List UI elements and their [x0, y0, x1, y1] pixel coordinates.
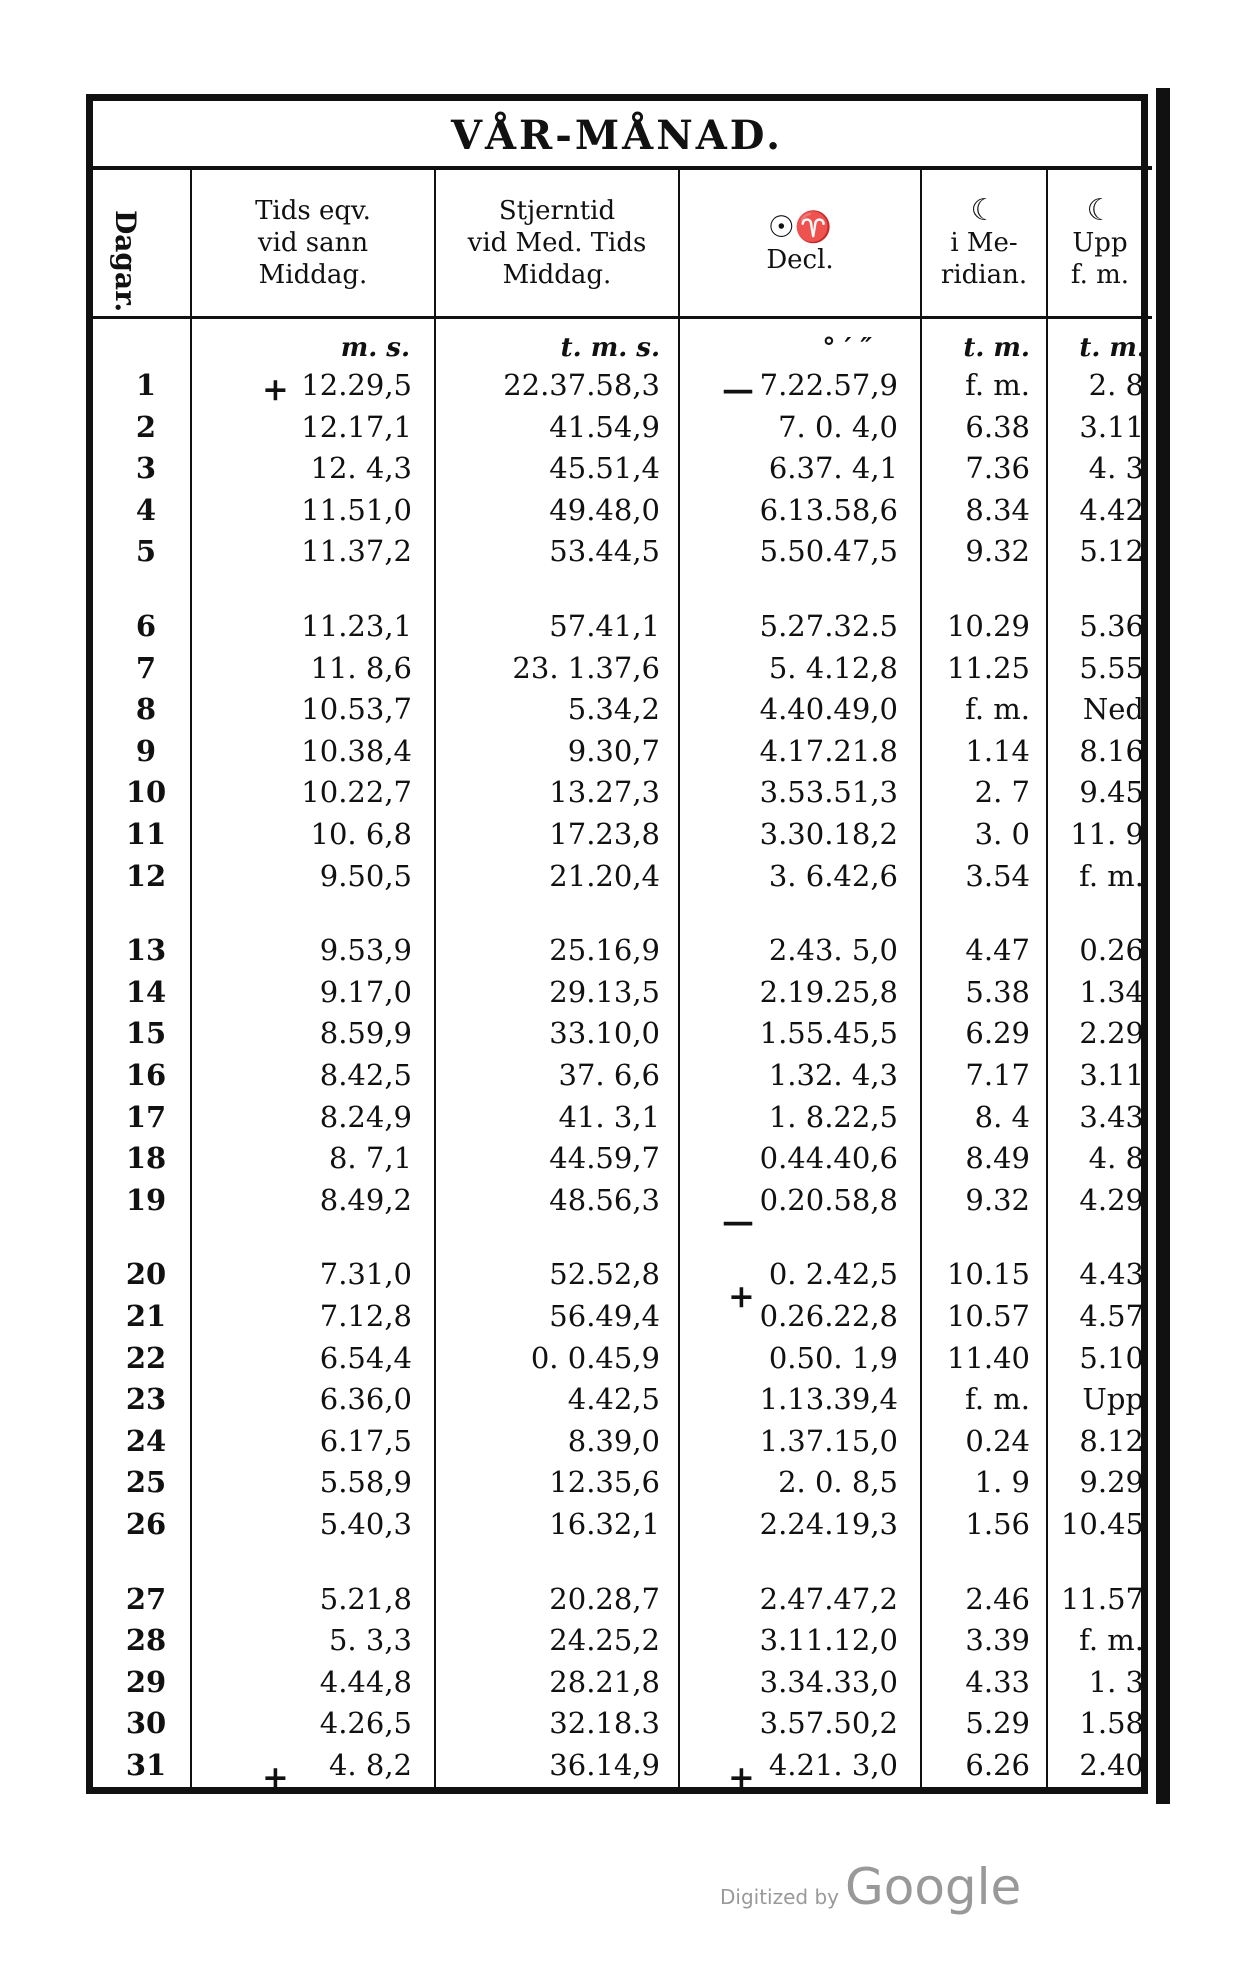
- table-cell-eqv: 9.17,0: [319, 974, 412, 1009]
- day-number: 31: [125, 1748, 167, 1782]
- table-cell-eqv: 6.36,0: [319, 1382, 412, 1417]
- table-cell-mer: 4.33: [965, 1664, 1030, 1699]
- table-cell-decl: 3.34.33,0: [759, 1664, 898, 1699]
- header-decl: [680, 212, 920, 276]
- column-divider: [920, 170, 922, 1794]
- table-cell-upp: 10.45: [1060, 1507, 1144, 1541]
- day-number: 21: [125, 1299, 167, 1333]
- table-cell-mer: 10.57: [946, 1299, 1030, 1333]
- table-cell-decl: 7.22.57,9: [759, 368, 898, 402]
- table-cell-mer: f. m.: [965, 368, 1030, 402]
- table-cell-sid: 20.28,7: [549, 1581, 660, 1616]
- header-tids-eqv: [192, 195, 434, 291]
- table-cell-upp: 1.58: [1079, 1706, 1144, 1741]
- table-cell-decl: 5. 4.12,8: [768, 650, 898, 685]
- table-cell-mer: 8.34: [965, 492, 1030, 527]
- table-cell-sid: 23. 1.37,6: [512, 650, 660, 685]
- table-cell-decl: 3.57.50,2: [759, 1706, 898, 1741]
- column-divider: [678, 170, 680, 1794]
- header-meridian: [922, 195, 1046, 291]
- table-cell-decl: 0. 2.42,5: [768, 1257, 898, 1292]
- table-cell-decl: 1.32. 4,3: [768, 1058, 898, 1092]
- page-title: VÅR-MÅNAD.: [450, 112, 783, 159]
- table-cell-decl: 2. 0. 8,5: [778, 1465, 898, 1500]
- table-cell-mer: 8.49: [965, 1141, 1030, 1176]
- table-cell-eqv: 11.37,2: [301, 534, 412, 569]
- unit-label: ° ′ ″: [822, 333, 872, 363]
- table-cell-decl: 5.27.32.5: [759, 609, 898, 643]
- day-number: 18: [125, 1141, 167, 1176]
- table-cell-mer: 6.38: [965, 409, 1030, 444]
- column-divider: [1046, 170, 1048, 1794]
- table-cell-eqv: 8.24,9: [319, 1099, 412, 1134]
- header-divider: [86, 316, 1152, 319]
- table-cell-eqv: 8.49,2: [319, 1182, 412, 1217]
- day-number: 16: [125, 1058, 167, 1092]
- table-cell-decl: 1.37.15,0: [759, 1423, 898, 1458]
- table-cell-sid: 52.52,8: [549, 1257, 660, 1292]
- table-cell-eqv: 7.12,8: [319, 1299, 412, 1333]
- table-cell-decl: 3. 6.42,6: [768, 858, 898, 893]
- table-cell-eqv: 4.26,5: [319, 1706, 412, 1741]
- day-number: 28: [125, 1623, 167, 1658]
- table-cell-upp: 11.57: [1060, 1581, 1144, 1616]
- unit-label: t. m. s.: [560, 333, 660, 363]
- table-cell-upp: 8.16: [1079, 733, 1144, 768]
- table-cell-upp: Upp: [1082, 1382, 1144, 1417]
- table-cell-mer: 5.38: [965, 974, 1030, 1009]
- table-cell-sid: 8.39,0: [567, 1423, 660, 1458]
- day-number: 22: [125, 1340, 167, 1375]
- table-cell-mer: 10.15: [946, 1257, 1030, 1292]
- header-line: Middag.: [502, 260, 612, 290]
- table-cell-decl: 2.47.47,2: [759, 1581, 898, 1616]
- day-number: 11: [125, 817, 167, 851]
- day-number: 25: [125, 1465, 167, 1500]
- table-cell-sid: 4.42,5: [567, 1382, 660, 1417]
- day-number: 1: [135, 368, 157, 402]
- table-cell-eqv: 11.23,1: [301, 609, 412, 643]
- table-cell-sid: 56.49,4: [549, 1299, 660, 1333]
- table-cell-sid: 41. 3,1: [558, 1099, 660, 1134]
- table-cell-eqv: 6.17,5: [319, 1423, 412, 1458]
- table-cell-upp: 2.40: [1079, 1748, 1144, 1782]
- table-cell-mer: 7.36: [965, 451, 1030, 486]
- table-cell-upp: 2. 8: [1088, 368, 1144, 402]
- table-cell-eqv: 12. 4,3: [310, 451, 412, 486]
- table-cell-eqv: 8.59,9: [319, 1016, 412, 1051]
- table-cell-decl: 4.40.49,0: [759, 692, 898, 727]
- table-cell-eqv: 12.29,5: [301, 368, 412, 402]
- plus-sign: +: [262, 370, 289, 408]
- table-cell-upp: 5.12: [1079, 534, 1144, 569]
- table-cell-eqv: 11.51,0: [301, 492, 412, 527]
- table-cell-mer: 4.47: [965, 933, 1030, 968]
- header-line: i Me-: [950, 228, 1018, 258]
- column-divider: [190, 170, 192, 1794]
- table-cell-upp: 5.36: [1079, 609, 1144, 643]
- day-number: 20: [125, 1257, 167, 1292]
- digitized-footer: [720, 1858, 1021, 1916]
- table-cell-decl: 0.50. 1,9: [768, 1340, 898, 1375]
- table-cell-mer: 1.56: [965, 1507, 1030, 1541]
- table-cell-upp: 3.43: [1079, 1099, 1144, 1134]
- table-cell-mer: 1.14: [965, 733, 1030, 768]
- table-cell-mer: 9.32: [965, 534, 1030, 569]
- table-cell-eqv: 11. 8,6: [310, 650, 412, 685]
- moon-icon: ☾: [970, 193, 998, 228]
- table-cell-eqv: 9.53,9: [319, 933, 412, 968]
- table-cell-decl: 4.17.21.8: [759, 733, 898, 768]
- day-number: 9: [135, 733, 157, 768]
- table-cell-upp: 3.11: [1079, 1058, 1144, 1092]
- table-cell-mer: 11.25: [946, 650, 1030, 685]
- table-cell-mer: f. m.: [965, 692, 1030, 727]
- table-cell-upp: 5.10: [1079, 1340, 1144, 1375]
- unit-label: t. m.: [1079, 333, 1146, 363]
- day-number: 12: [125, 858, 167, 893]
- unit-label: m. s.: [340, 333, 410, 363]
- header-stjerntid: [436, 195, 678, 291]
- table-cell-sid: 45.51,4: [549, 451, 660, 486]
- title-divider: [86, 166, 1152, 170]
- day-number: 7: [135, 650, 157, 685]
- table-cell-sid: 16.32,1: [549, 1507, 660, 1541]
- table-cell-decl: 0.20.58,8: [759, 1182, 898, 1217]
- table-cell-upp: 4.57: [1079, 1299, 1144, 1333]
- table-cell-eqv: 10.22,7: [301, 775, 412, 810]
- day-number: 15: [125, 1016, 167, 1051]
- table-cell-sid: 48.56,3: [549, 1182, 660, 1217]
- day-number: 8: [135, 692, 157, 727]
- table-cell-mer: 7.17: [965, 1058, 1030, 1092]
- table-cell-mer: 10.29: [946, 609, 1030, 643]
- table-cell-decl: 0.44.40,6: [759, 1141, 898, 1176]
- table-cell-decl: 7. 0. 4,0: [778, 409, 898, 444]
- column-divider: [434, 170, 436, 1794]
- header-line: vid Med. Tids: [467, 228, 647, 258]
- table-cell-decl: 1.13.39,4: [759, 1382, 898, 1417]
- table-cell-sid: 24.25,2: [549, 1623, 660, 1658]
- day-number: 29: [125, 1664, 167, 1699]
- table-cell-sid: 41.54,9: [549, 409, 660, 444]
- header-line: Middag.: [258, 260, 368, 290]
- table-cell-eqv: 8.42,5: [319, 1058, 412, 1092]
- table-cell-eqv: 6.54,4: [319, 1340, 412, 1375]
- table-cell-mer: 1. 9: [974, 1465, 1030, 1500]
- day-number: 14: [125, 974, 167, 1009]
- table-cell-upp: 5.55: [1079, 650, 1144, 685]
- table-cell-upp: 4.29: [1079, 1182, 1144, 1217]
- table-cell-eqv: 12.17,1: [301, 409, 412, 444]
- day-number: 19: [125, 1182, 167, 1217]
- table-cell-sid: 25.16,9: [549, 933, 660, 968]
- header-line: ridian.: [940, 260, 1028, 290]
- table-cell-upp: 1. 3: [1088, 1664, 1144, 1699]
- table-cell-eqv: 10. 6,8: [310, 817, 412, 851]
- table-cell-mer: 2. 7: [974, 775, 1030, 810]
- header-line: Upp: [1072, 228, 1128, 258]
- table-cell-upp: f. m.: [1079, 1623, 1144, 1658]
- table-cell-decl: 6.37. 4,1: [768, 451, 898, 486]
- table-cell-decl: 3.53.51,3: [759, 775, 898, 810]
- table-cell-sid: 17.23,8: [549, 817, 660, 851]
- table-cell-upp: f. m.: [1079, 858, 1144, 893]
- table-cell-sid: 33.10,0: [549, 1016, 660, 1051]
- table-cell-mer: 3.39: [965, 1623, 1030, 1658]
- table-cell-decl: 3.11.12,0: [759, 1623, 898, 1658]
- header-line: vid sann: [257, 228, 369, 258]
- table-cell-mer: 6.29: [965, 1016, 1030, 1051]
- table-cell-sid: 0. 0.45,9: [530, 1340, 660, 1375]
- day-number: 4: [135, 492, 157, 527]
- table-cell-sid: 44.59,7: [549, 1141, 660, 1176]
- table-cell-eqv: 10.38,4: [301, 733, 412, 768]
- header-upp: [1048, 195, 1152, 291]
- digitized-text: Digitized by: [720, 1885, 839, 1909]
- table-cell-sid: 9.30,7: [567, 733, 660, 768]
- day-number: 17: [125, 1099, 167, 1134]
- table-cell-upp: 4. 3: [1088, 451, 1144, 486]
- table-cell-mer: 11.40: [946, 1340, 1030, 1375]
- table-cell-upp: 4. 8: [1088, 1141, 1144, 1176]
- table-cell-mer: 6.26: [965, 1748, 1030, 1782]
- table-cell-upp: 4.43: [1079, 1257, 1144, 1292]
- right-border-bar: [1156, 88, 1170, 1804]
- table-cell-eqv: 8. 7,1: [328, 1141, 412, 1176]
- table-cell-decl: 5.50.47,5: [759, 534, 898, 569]
- table-cell-mer: 8. 4: [974, 1099, 1030, 1134]
- table-cell-decl: 2.19.25,8: [759, 974, 898, 1009]
- table-cell-sid: 49.48,0: [549, 492, 660, 527]
- day-number: 3: [135, 451, 157, 486]
- table-cell-sid: 36.14,9: [549, 1748, 660, 1782]
- table-cell-decl: 0.26.22,8: [759, 1299, 898, 1333]
- table-cell-decl: 6.13.58,6: [759, 492, 898, 527]
- table-cell-sid: 29.13,5: [549, 974, 660, 1009]
- table-cell-mer: 3. 0: [974, 817, 1030, 851]
- header-line: Tids eqv.: [255, 196, 371, 226]
- table-cell-eqv: 4. 8,2: [328, 1748, 412, 1782]
- table-cell-upp: 0.26: [1079, 933, 1144, 968]
- day-number: 10: [125, 775, 167, 810]
- table-cell-sid: 5.34,2: [567, 692, 660, 727]
- day-number: 6: [135, 609, 157, 643]
- table-cell-decl: 1. 8.22,5: [768, 1099, 898, 1134]
- table-cell-sid: 32.18.3: [549, 1706, 660, 1741]
- moon-icon: ☾: [1086, 193, 1114, 228]
- header-dagar: Dagar.: [109, 210, 142, 313]
- table-cell-eqv: 5.58,9: [319, 1465, 412, 1500]
- table-cell-sid: 28.21,8: [549, 1664, 660, 1699]
- day-number: 30: [125, 1706, 167, 1741]
- day-number: 5: [135, 534, 157, 569]
- table-cell-eqv: 7.31,0: [319, 1257, 412, 1292]
- table-cell-eqv: 5. 3,3: [328, 1623, 412, 1658]
- day-number: 24: [125, 1423, 167, 1458]
- table-cell-sid: 13.27,3: [549, 775, 660, 810]
- day-number: 26: [125, 1507, 167, 1541]
- table-cell-eqv: 5.21,8: [319, 1581, 412, 1616]
- table-cell-mer: 3.54: [965, 858, 1030, 893]
- day-number: 23: [125, 1382, 167, 1417]
- table-cell-upp: Ned: [1082, 692, 1144, 727]
- table-cell-upp: 9.29: [1079, 1465, 1144, 1500]
- table-cell-sid: 57.41,1: [549, 609, 660, 643]
- table-cell-decl: 2.24.19,3: [759, 1507, 898, 1541]
- table-cell-eqv: 5.40,3: [319, 1507, 412, 1541]
- table-cell-sid: 37. 6,6: [558, 1058, 660, 1092]
- table-cell-decl: 4.21. 3,0: [768, 1748, 898, 1782]
- table-cell-decl: 1.55.45,5: [759, 1016, 898, 1051]
- table-cell-mer: f. m.: [965, 1382, 1030, 1417]
- sun-aries-icon: ☉♈: [767, 210, 833, 245]
- minus-sign: —: [722, 370, 754, 408]
- header-line: f. m.: [1070, 260, 1130, 290]
- table-cell-mer: 9.32: [965, 1182, 1030, 1217]
- table-cell-upp: 1.34: [1079, 974, 1144, 1009]
- plus-sign: +: [728, 1758, 755, 1796]
- day-number: 2: [135, 409, 157, 444]
- table-cell-sid: 21.20,4: [549, 858, 660, 893]
- google-logo: Google: [845, 1858, 1022, 1916]
- table-cell-upp: 9.45: [1079, 775, 1144, 810]
- day-number: 27: [125, 1581, 167, 1616]
- table-cell-sid: 22.37.58,3: [503, 368, 660, 402]
- table-cell-decl: 3.30.18,2: [759, 817, 898, 851]
- table-cell-eqv: 4.44,8: [319, 1664, 412, 1699]
- table-cell-upp: 11. 9: [1070, 817, 1144, 851]
- table-cell-upp: 4.42: [1079, 492, 1144, 527]
- table-cell-mer: 0.24: [965, 1423, 1030, 1458]
- header-line: Decl.: [766, 245, 834, 275]
- table-cell-sid: 12.35,6: [549, 1465, 660, 1500]
- table-cell-eqv: 10.53,7: [301, 692, 412, 727]
- header-line: Stjerntid: [498, 196, 616, 226]
- table-cell-upp: 2.29: [1079, 1016, 1144, 1051]
- minus-sign: —: [722, 1202, 754, 1240]
- table-cell-mer: 2.46: [965, 1581, 1030, 1616]
- table-cell-eqv: 9.50,5: [319, 858, 412, 893]
- plus-sign: +: [728, 1277, 755, 1315]
- day-number: 13: [125, 933, 167, 968]
- table-cell-upp: 3.11: [1079, 409, 1144, 444]
- table-cell-decl: 2.43. 5,0: [768, 933, 898, 968]
- table-cell-upp: 8.12: [1079, 1423, 1144, 1458]
- table-cell-mer: 5.29: [965, 1706, 1030, 1741]
- unit-label: t. m.: [963, 333, 1030, 363]
- plus-sign: +: [262, 1758, 289, 1796]
- table-cell-sid: 53.44,5: [549, 534, 660, 569]
